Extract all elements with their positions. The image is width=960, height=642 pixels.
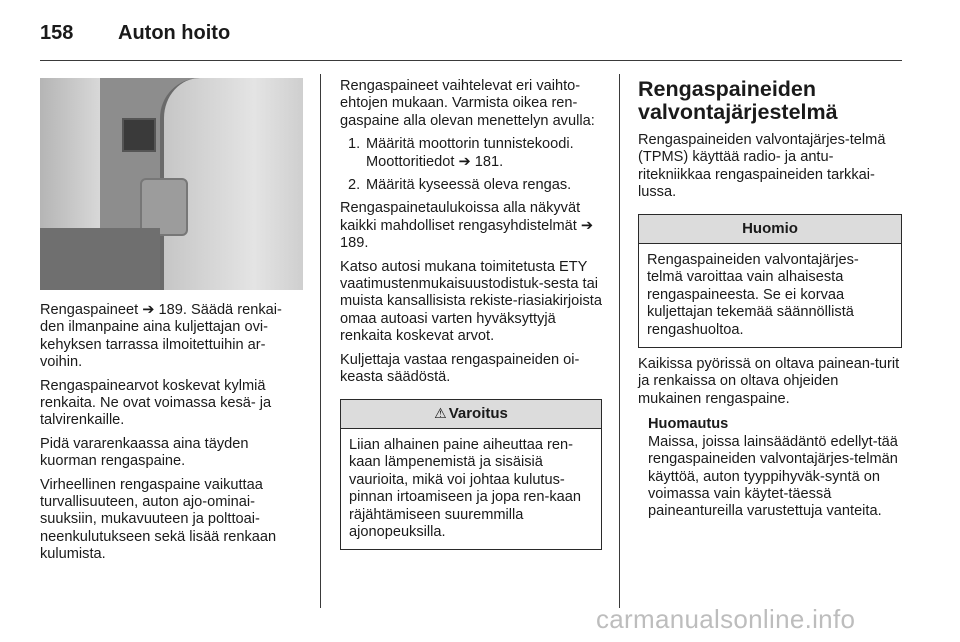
door-frame-photo xyxy=(40,78,303,290)
step-number: 2. xyxy=(348,177,361,194)
column-1 xyxy=(40,76,306,570)
notice-box xyxy=(638,214,902,348)
column-divider-1 xyxy=(320,74,321,608)
step-text: Määritä kyseessä oleva rengas. xyxy=(366,177,572,194)
warning-triangle-icon: ⚠ xyxy=(434,404,447,421)
paragraph: Rengaspainearvot koskevat kylmiä renkaita. Ne ovat voimassa kesä- ja talvirenkaille. xyxy=(40,377,272,429)
door-sill xyxy=(40,228,160,290)
notice-body: Rengaspaineiden valvontajärjes-telmä varoittaa vain alhaisesta rengaspaineesta. Se ei korvaa kuljettajan tekemää säännöllistä rengashuoltoa. xyxy=(647,252,859,338)
warning-title xyxy=(341,400,601,429)
section-heading: Rengaspaineiden valvontajärjestelmä xyxy=(638,77,838,124)
paragraph: Rengaspaineet ➔ 189. Säädä renkai-den ilmanpaine aina kuljettajan ovi-kehyksen tarrassa ilmoitettuihin ar-voihin. xyxy=(40,302,282,371)
paragraph: Pidä vararenkaassa aina täyden kuorman rengaspaine. xyxy=(40,435,249,470)
tyre-pressure-sticker xyxy=(122,118,156,152)
paragraph: Rengaspainetaulukoissa alla näkyvät kaikki mahdolliset rengasyhdistelmät ➔ 189. xyxy=(340,200,594,252)
note-body: Maissa, joissa lainsäädäntö edellyt-tää rengaspaineiden valvontajärjes-telmän käyttöä, auton tyyppihyväk-syntä on voimassa vain käytet-täessä paineantureilla varustettuja vanteita. xyxy=(648,433,898,520)
column-2 xyxy=(340,78,602,558)
step-list xyxy=(340,136,602,194)
step-text: Määritä moottorin tunnistekoodi. Moottoritiedot ➔ 181. xyxy=(366,136,574,170)
page-header xyxy=(40,18,230,48)
paragraph: Rengaspaineiden valvontajärjes-telmä (TPMS) käyttää radio- ja antu-ritekniikkaa rengaspaineiden tarkkai-lussa. xyxy=(638,132,886,201)
header-rule xyxy=(40,60,902,61)
list-item xyxy=(340,177,602,194)
warning-box xyxy=(340,399,602,551)
list-item xyxy=(340,136,602,171)
watermark: carmanualsonline.info xyxy=(596,604,856,634)
notice-title: Huomio xyxy=(639,215,901,244)
paragraph: Virheellinen rengaspaine vaikuttaa turvallisuuteen, auton ajo-ominai-suuksiin, mukavuuteen ja polttoai-neenkulutukseen sekä lisää renkaan kulumista. xyxy=(40,476,277,563)
paragraph: Kaikissa pyörissä on oltava painean-turit ja renkaissa on oltava ohjeiden mukainen rengaspaine. xyxy=(638,356,900,407)
warning-body: Liian alhainen paine aiheuttaa ren-kaan lämpenemistä ja sisäisiä vaurioita, mikä voi johtaa kulutus-pinnan irtoamiseen ja jopa ren-kaan räjähtämiseen suuremmilla ajonopeuksilla. xyxy=(349,436,582,540)
warning-title-text: Varoitus xyxy=(448,404,508,422)
note-block xyxy=(638,416,902,520)
paragraph: Kuljettaja vastaa rengaspaineiden oi-keasta säädöstä. xyxy=(340,351,580,386)
paragraph: Rengaspaineet vaihtelevat eri vaihto-ehtojen mukaan. Varmista oikea ren-gaspaine alla olevan menettelyn avulla: xyxy=(340,78,595,129)
chapter-title: Auton hoito xyxy=(118,21,231,44)
note-title: Huomautus xyxy=(648,416,729,433)
step-number: 1. xyxy=(348,136,361,153)
paragraph: Katso autosi mukana toimitetusta ETY vaatimustenmukaisuustodistuk-sesta tai muista kansallisista rekiste-riasiakirjoista omaa autoasi varten hyväksyttyjä renkaita koskevat arvot. xyxy=(340,258,602,345)
column-divider-2 xyxy=(619,74,620,608)
column-3 xyxy=(638,78,902,521)
page-number: 158 xyxy=(40,21,74,44)
